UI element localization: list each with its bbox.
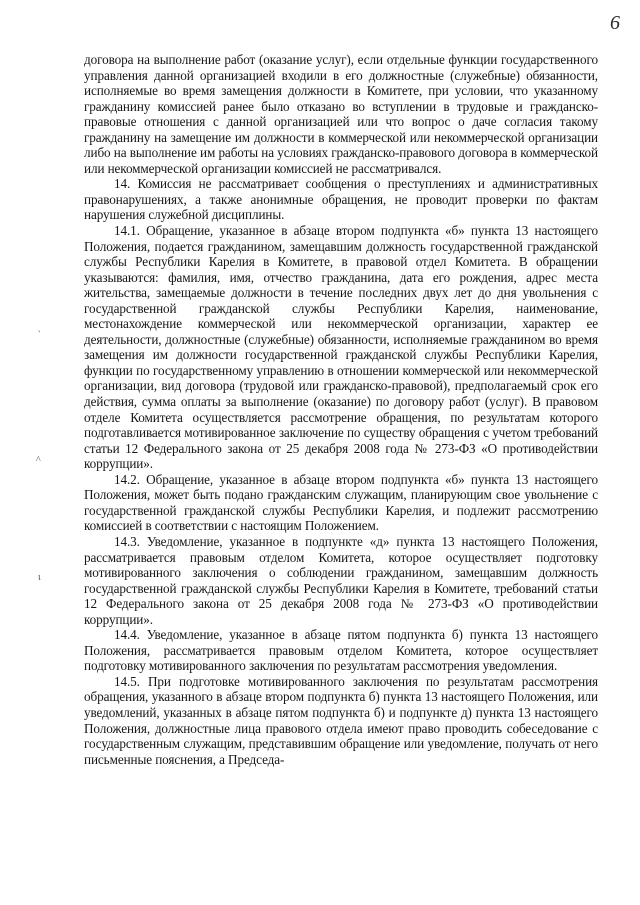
paragraph-14-4: 14.4. Уведомление, указанное в абзаце пятом подпункта б) пункта 13 настоящего Положения, рассматривается правовым отделом Комитета, которое осуществляет подготовку мотивированного заключения по результатам рассмотрения уведомления. xyxy=(84,627,598,674)
paragraph-14-5: 14.5. При подготовке мотивированного заключения по результатам рассмотрения обращения, указанного в абзаце втором подпункта б) пункта 13 настоящего Положения, или уведомлений, указанных в абзаце пятом подпункта б) и подпункте д) пункта 13 настоящего Положения, должностные лица правового отдела имеют право проводить собеседование с государственным служащим, представившим обращение или уведомление, получать от него письменные пояснения, а Председа- xyxy=(84,673,598,767)
margin-mark: ι xyxy=(38,572,41,583)
paragraph-14-3: 14.3. Уведомление, указанное в подпункте «д» пункта 13 настоящего Положения, рассматривается правовым отделом Комитета, которое осуществляет подготовку мотивированного заключения о соблюдении гражданином, замещавшим должность государственной гражданской службы Республики Карелия в Комитете, требований статьи 12 Федерального закона от 25 декабря 2008 года № 273-ФЗ «О противодействии коррупции». xyxy=(84,533,598,627)
paragraph-14-1: 14.1. Обращение, указанное в абзаце втором подпункта «б» пункта 13 настоящего Положения, подается гражданином, замещавшим должность государственной гражданской службы Республики Карелия в Комитете, в правовой отдел Комитета. В обращении указываются: фамилия, имя, отчество гражданина, дата его рождения, адрес места жительства, замещаемые должности в течение последних двух лет до дня увольнения с государственной гражданской службы Республики Карелия, наименование, местонахождение коммерческой или некоммерческой организации, характер ее деятельности, должностные (служебные) обязанности, исполняемые гражданином во время замещения им должности государственной гражданской службы Республики Карелия, функции по государственному управлению в отношении коммерческой или некоммерческой организации, вид договора (трудовой или гражданско-правовой), предполагаемый срок его действия, сумма оплаты за выполнение (оказание) по договору работ (услуг). В правовом отделе Комитета осуществляется рассмотрение обращения, по результатам которого подготавливается мотивированное заключение по существу обращения с учетом требований статьи 12 Федерального закона от 25 декабря 2008 года № 273-ФЗ «О противодействии коррупции». xyxy=(84,223,598,472)
paragraph-14-2: 14.2. Обращение, указанное в абзаце втором подпункта «б» пункта 13 настоящего Положения, может быть подано гражданским служащим, планирующим свое увольнение с государственной гражданской службы Республики Карелия, и подлежит рассмотрению комиссией в соответствии с настоящим Положением. xyxy=(84,471,598,534)
margin-mark: ^ xyxy=(36,455,41,466)
margin-mark: ‵ xyxy=(38,330,41,341)
paragraph-continuation: договора на выполнение работ (оказание услуг), если отдельные функции государственного управления данной организацией входили в его должностные (служебные) обязанности, исполняемые во время замещения должности в Комитете, при условии, что указанному гражданину комиссией ранее было отказано во вступлении в трудовые и гражданско-правовые отношения с данной организацией или что вопрос о даче согласия такому гражданину на замещение им должности в коммерческой или некоммерческой организации либо на выполнение им работы на условиях гражданско-правового договора в коммерческой или некоммерческой организации комиссией не рассматривался. xyxy=(84,52,598,176)
paragraph-14: 14. Комиссия не рассматривает сообщения о преступлениях и административных правонарушениях, а также анонимные обращения, не проводит проверки по фактам нарушения служебной дисциплины. xyxy=(84,176,598,223)
document-body xyxy=(84,52,598,767)
page-number: 6 xyxy=(610,12,620,34)
